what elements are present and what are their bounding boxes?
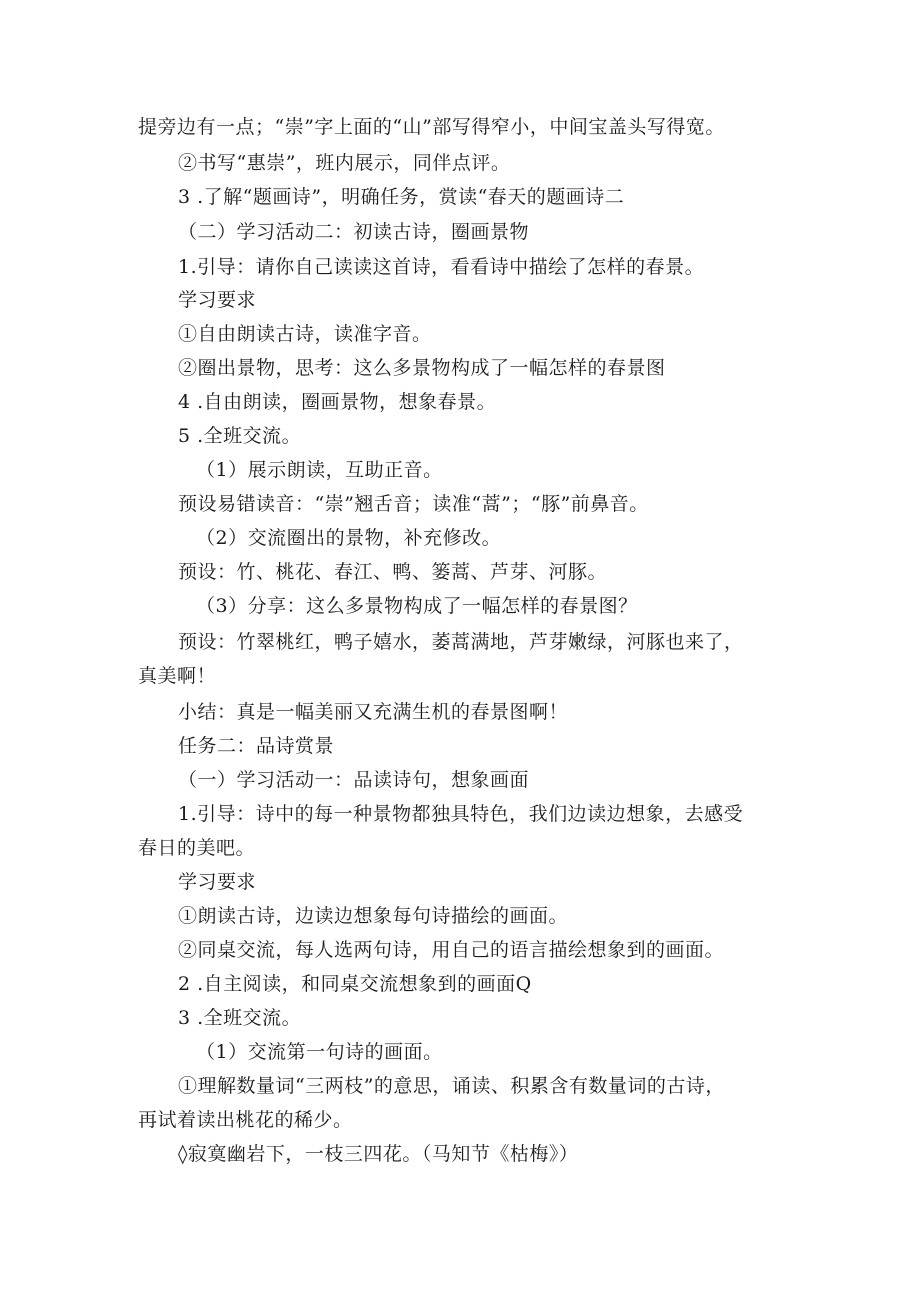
text-line: 学习要求 — [178, 289, 257, 311]
text-line: ①自由朗读古诗，读准字音。 — [178, 323, 432, 345]
text-line: 学习要求 — [178, 871, 257, 893]
text-line: （2）交流圈出的景物，补充修改。 — [196, 527, 502, 549]
text-line: ②书写“惠崇”，班内展示，同伴点评。 — [178, 152, 511, 174]
text-line: 5 .全班交流。 — [178, 425, 302, 447]
text-line: 1.引导：诗中的每一种景物都独具特色，我们边读边想象，去感受 — [178, 803, 744, 825]
text-line: 任务二：品诗赏景 — [178, 735, 335, 757]
text-line: 真美啊！ — [138, 665, 217, 687]
text-line: ◊寂寞幽岩下，一枝三四花。（马知节《枯梅》） — [178, 1143, 579, 1165]
text-line: 3 .了解“题画诗”，明确任务，赏读“春天的题画诗二 — [178, 186, 625, 208]
text-line: （二）学习活动二：初读古诗，圈画景物 — [178, 221, 530, 243]
text-line: 预设易错读音：“崇”翘舌音；读准“蒿”；“豚”前鼻音。 — [178, 493, 649, 515]
text-line: （一）学习活动一：品读诗句，想象画面 — [178, 769, 530, 791]
text-line: 小结：真是一幅美丽又充满生机的春景图啊！ — [178, 701, 569, 723]
text-line: 3 .全班交流。 — [178, 1007, 302, 1029]
text-line: ②同桌交流，每人选两句诗，用自己的语言描绘想象到的画面。 — [178, 939, 725, 961]
text-line: 再试着读出桃花的稀少。 — [138, 1109, 353, 1131]
text-line: 提旁边有一点；“崇”字上面的“山”部写得窄小，中间宝盖头写得宽。 — [138, 116, 725, 138]
text-line: （3）分享：这么多景物构成了一幅怎样的春景图？ — [196, 595, 638, 617]
text-line: ①朗读古诗，边读边想象每句诗描绘的画面。 — [178, 905, 569, 927]
text-line: 4 .自由朗读，圈画景物，想象春景。 — [178, 391, 497, 413]
text-line: ①理解数量词“三两枝”的意思，诵读、积累含有数量词的古诗， — [178, 1075, 725, 1097]
text-line: （1）交流第一句诗的画面。 — [196, 1041, 443, 1063]
text-line: （1）展示朗读，互助正音。 — [196, 459, 443, 481]
text-line: 1.引导：请你自己读读这首诗，看看诗中描绘了怎样的春景。 — [178, 256, 705, 278]
text-line: ②圈出景物，思考：这么多景物构成了一幅怎样的春景图 — [178, 357, 666, 379]
text-line: 预设：竹、桃花、春江、鸭、篓蒿、芦芽、河豚。 — [178, 561, 608, 583]
text-line: 预设：竹翠桃红，鸭子嬉水，萎蒿满地，芦芽嫩绿，河豚也来了， — [178, 631, 744, 653]
text-line: 春日的美吧。 — [138, 837, 256, 859]
text-line: 2 .自主阅读，和同桌交流想象到的画面Q — [178, 973, 532, 995]
